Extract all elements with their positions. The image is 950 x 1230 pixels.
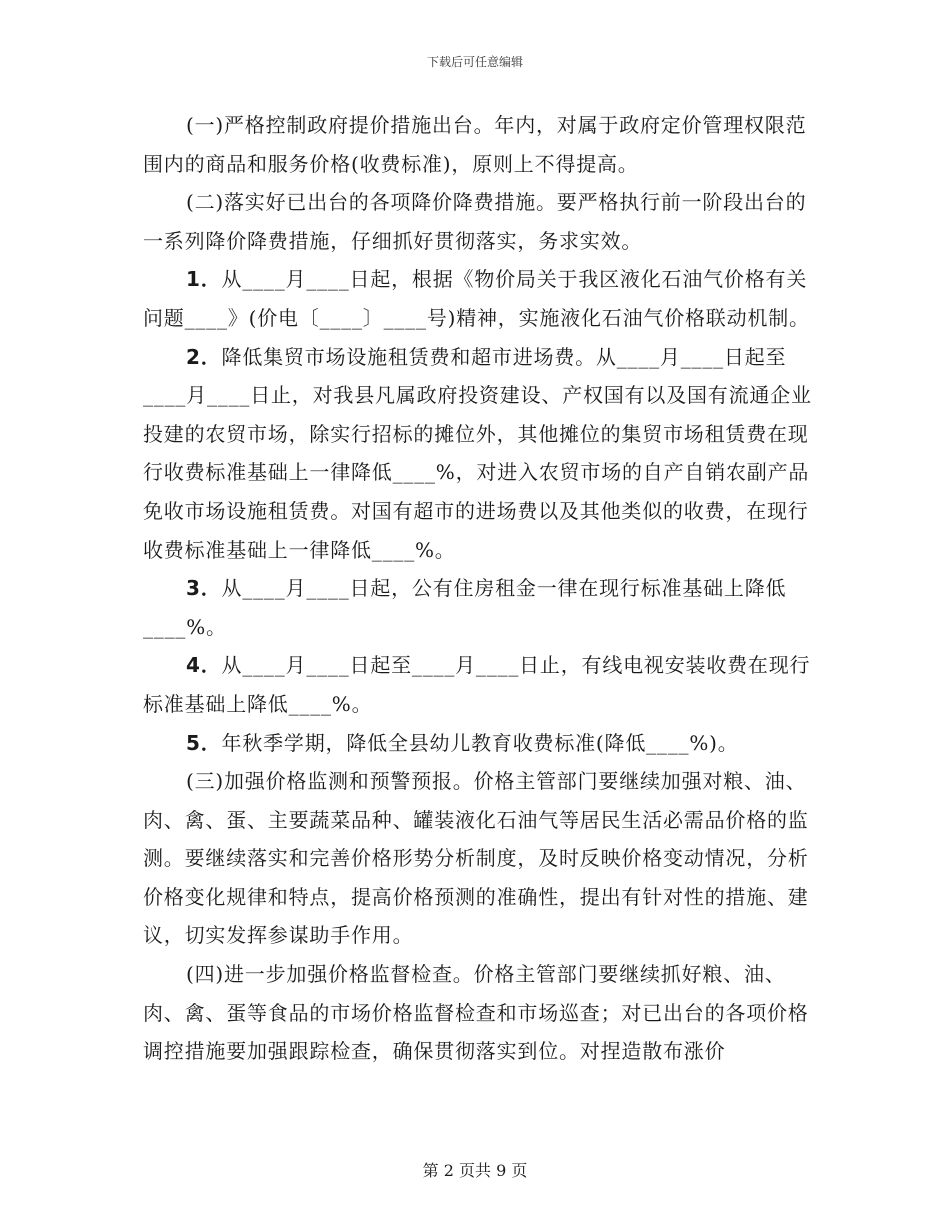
paragraph-item-3: 3．从____月____日起，公有住房租金一律在现行标准基础上降低____%。 [143,576,787,639]
page-footer: 第 2 页共 9 页 [422,1161,528,1180]
paragraph-3: (三)加强价格监测和预警预报。价格主管部门要继续加强对粮、油、肉、禽、蛋、主要蔬菜品种、罐装液化石油气等居民生活必需品价格的监测。要继续落实和完善价格形势分析制度，及时反映价格变动情况，分析价格变化规律和特点，提高价格预测的准确性，提出有针对性的措施、建议，切实发挥参谋助手作用。 [143,769,809,948]
paragraph-item-5: 5．年秋季学期，降低全县幼儿教育收费标准(降低____%)。 [186,730,739,755]
paragraph-2: (二)落实好已出台的各项降价降费措施。要严格执行前一阶段出台的一系列降价降费措施，仔细抓好贯彻落实，务求实效。 [143,190,807,253]
paragraph-4: (四)进一步加强价格监督检查。价格主管部门要继续抓好粮、油、肉、禽、蛋等食品的市场价格监督检查和市场巡查；对已出台的各项价格调控措施要加强跟踪检查，确保贯彻落实到位。对捏造散布涨价 [143,962,809,1064]
paragraph-1: (一)严格控制政府提价措施出台。年内，对属于政府定价管理权限范围内的商品和服务价格(收费标准)，原则上不得提高。 [143,113,807,176]
page-header: 下载后可任意编辑 [426,55,523,69]
paragraph-item-2: 2．降低集贸市场设施租赁费和超市进场费。从____月____日起至____月____日止，对我县凡属政府投资建设、产权国有以及国有流通企业投建的农贸市场，除实行招标的摊位外，其他摊位的集贸市场租赁费在现行收费标准基础上一律降低____%，对进入农贸市场的自产自销农副产品免收市场设施租赁费。对国有超市的进场费以及其他类似的收费，在现行收费标准基础上一律降低____%。 [143,344,812,562]
paragraph-item-4: 4．从____月____日起至____月____日止，有线电视安装收费在现行标准基础上降低____%。 [143,653,811,716]
paragraph-item-1: 1．从____月____日起，根据《物价局关于我区液化石油气价格有关问题____》(价电〔____〕____号)精神，实施液化石油气价格联动机制。 [143,267,810,330]
document-body [143,106,815,1071]
